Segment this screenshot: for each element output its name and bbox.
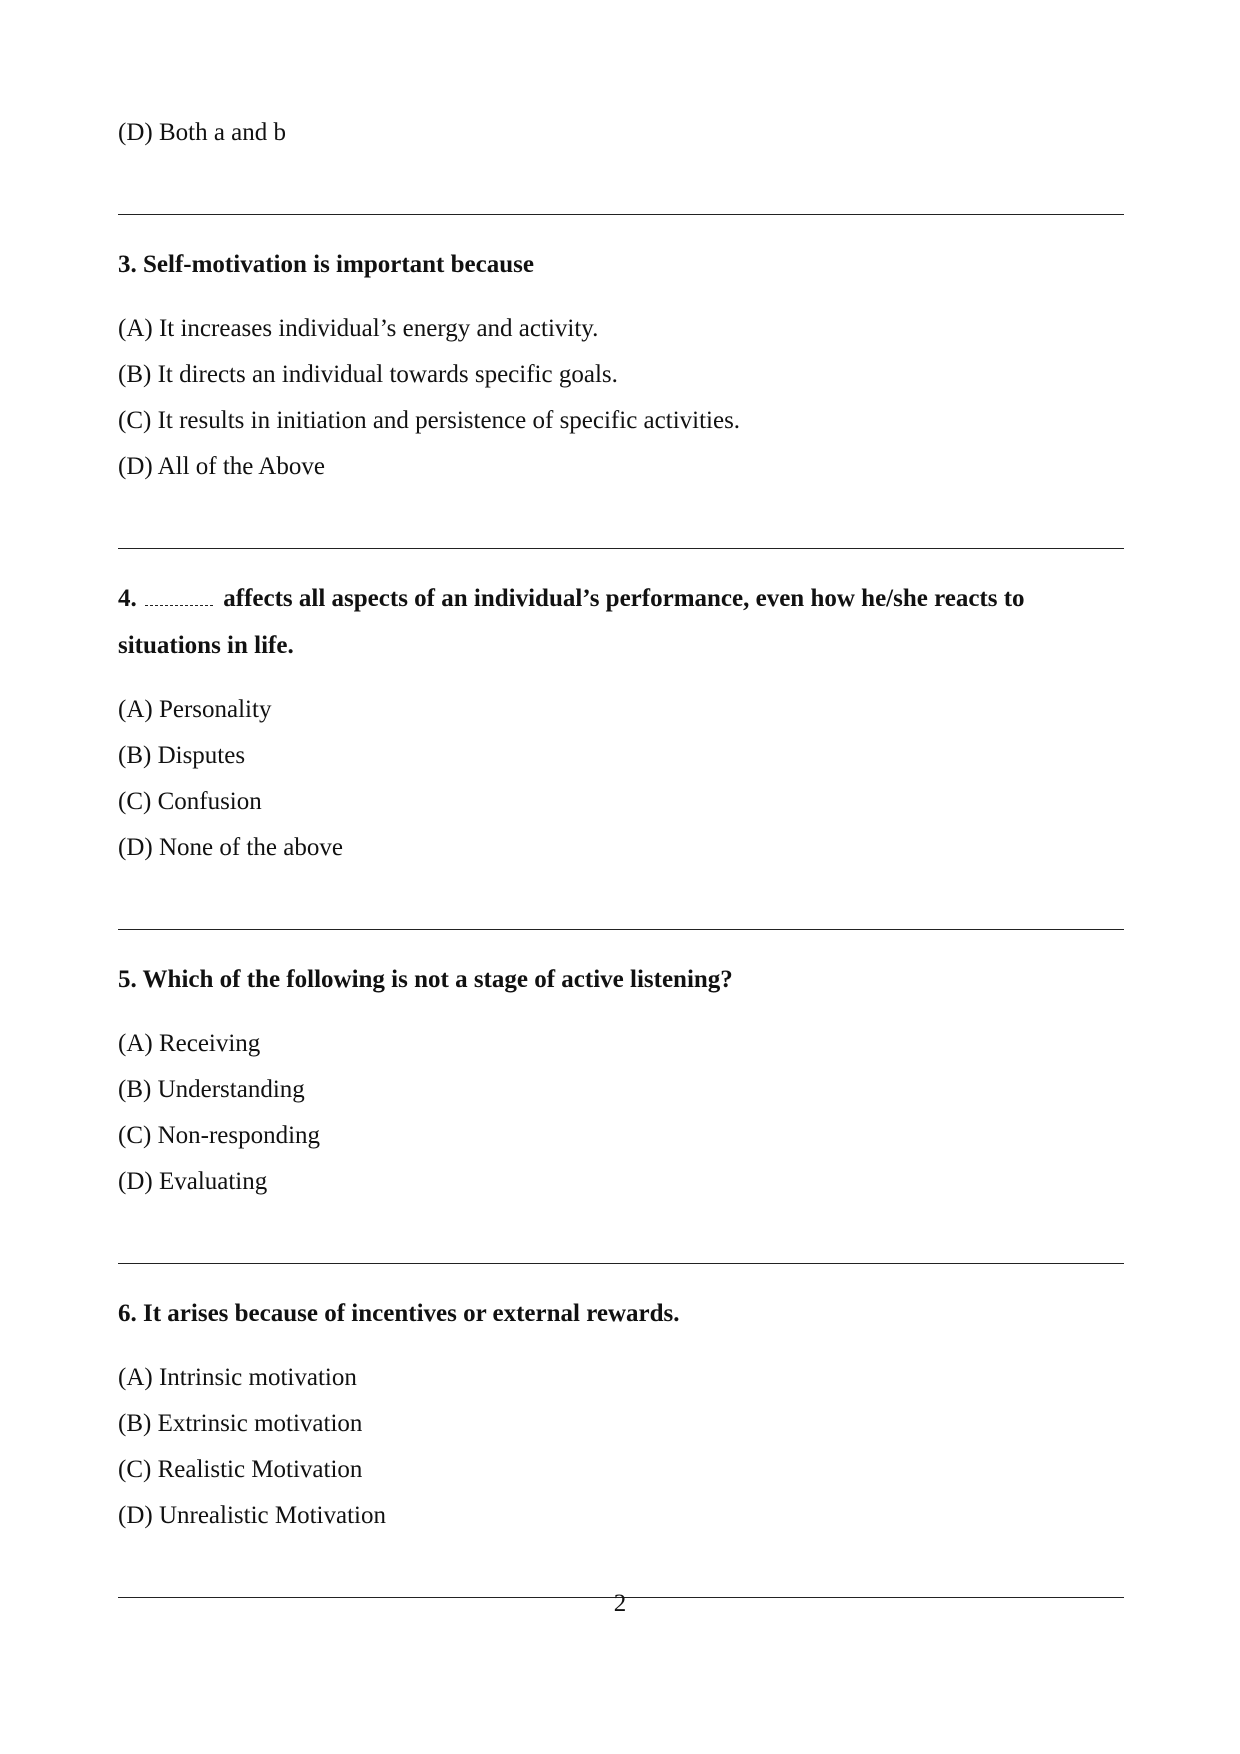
option-q6-d: (D) Unrealistic Motivation	[118, 1502, 386, 1529]
option-q4-b: (B) Disputes	[118, 742, 246, 769]
option-q3-c: (C) It results in initiation and persistence of specific activities.	[118, 407, 741, 434]
page-number: 2	[613, 1590, 627, 1617]
option-q6-a: (A) Intrinsic motivation	[118, 1364, 357, 1391]
question-4	[118, 575, 1124, 669]
page-content	[118, 110, 1124, 1598]
option-q3-d: (D) All of the Above	[118, 453, 325, 480]
question-4-number: 4.	[118, 585, 137, 612]
option-q4-c: (C) Confusion	[118, 788, 262, 815]
options-list-q3	[118, 306, 1124, 490]
question-6: 6. It arises because of incentives or external rewards.	[118, 1300, 680, 1327]
fill-in-blank	[145, 604, 213, 606]
options-list-q4	[118, 687, 1124, 871]
options-list-q6	[118, 1355, 1124, 1539]
question-5: 5. Which of the following is not a stage of active listening?	[118, 966, 733, 993]
option-q5-a: (A) Receiving	[118, 1030, 261, 1057]
option-q4-a: (A) Personality	[118, 696, 272, 723]
question-4-text: affects all aspects of an individual’s performance, even how he/she reacts to situations in life.	[118, 585, 1025, 659]
option-q5-d: (D) Evaluating	[118, 1168, 268, 1195]
option-carryover-d: (D) Both a and b	[118, 119, 287, 146]
option-q3-b: (B) It directs an individual towards specific goals.	[118, 361, 618, 388]
option-q3-a: (A) It increases individual’s energy and activity.	[118, 315, 599, 342]
question-3: 3. Self-motivation is important because	[118, 251, 534, 278]
option-q5-c: (C) Non-responding	[118, 1122, 321, 1149]
options-list-q5	[118, 1021, 1124, 1205]
option-q6-b: (B) Extrinsic motivation	[118, 1410, 363, 1437]
option-q4-d: (D) None of the above	[118, 834, 343, 861]
option-q5-b: (B) Understanding	[118, 1076, 305, 1103]
option-q6-c: (C) Realistic Motivation	[118, 1456, 363, 1483]
